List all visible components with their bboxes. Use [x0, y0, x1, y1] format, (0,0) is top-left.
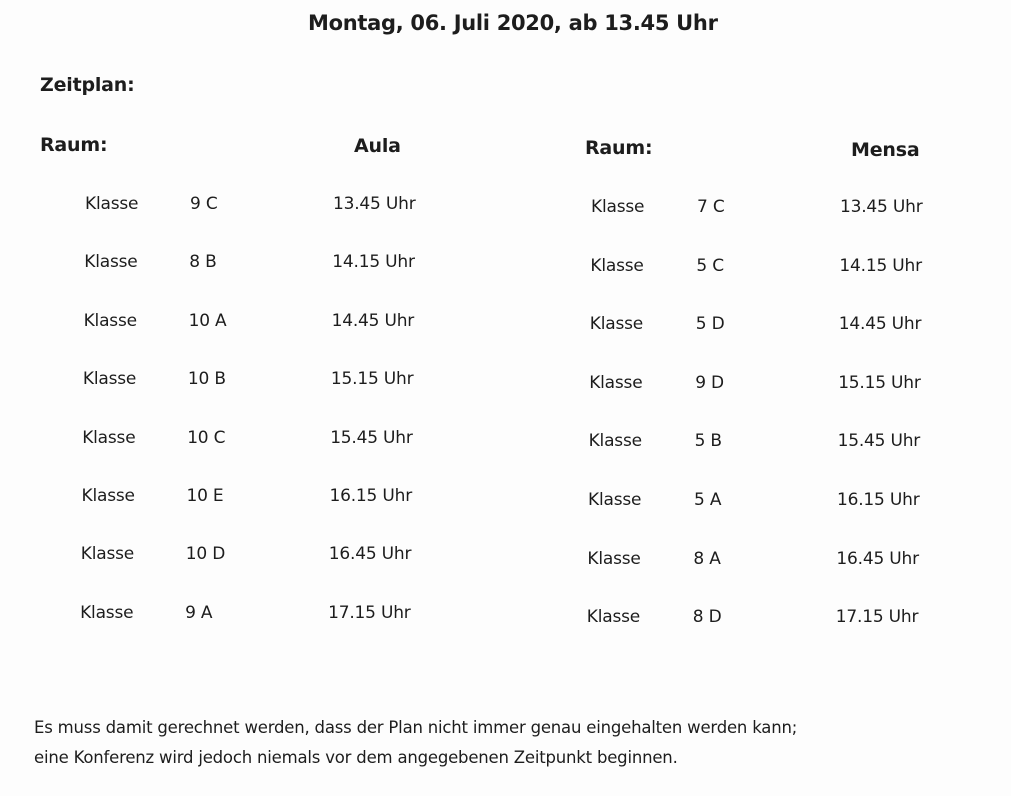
right-class-name: 7 C [697, 197, 725, 217]
schedule-heading: Zeitplan: [40, 74, 135, 96]
right-class-time: 16.45 Uhr [836, 548, 919, 569]
left-class-time: 16.45 Uhr [328, 544, 412, 565]
right-class-label: Klasse [588, 490, 642, 510]
left-class-name: 9 A [185, 602, 213, 623]
left-class-name: 10 C [187, 427, 226, 448]
right-class-label: Klasse [586, 607, 641, 628]
right-class-time: 15.15 Uhr [838, 372, 921, 393]
left-class-name: 10 D [185, 544, 226, 565]
right-class-time: 14.45 Uhr [838, 314, 922, 335]
left-class-time: 13.45 Uhr [333, 194, 416, 214]
right-class-label: Klasse [589, 372, 643, 393]
left-class-time: 14.45 Uhr [331, 310, 415, 331]
left-class-time: 15.15 Uhr [330, 369, 414, 390]
note-line-1: Es muss damit gerechnet werden, dass der Plan nicht immer genau eingehalten werden kann; [34, 718, 798, 737]
left-class-name: 8 B [189, 252, 217, 273]
left-class-time: 17.15 Uhr [328, 602, 411, 623]
left-class-label: Klasse [80, 602, 134, 623]
right-class-label: Klasse [591, 197, 645, 217]
left-class-label: Klasse [82, 369, 137, 390]
right-class-name: 9 D [695, 372, 724, 393]
note-line-2: eine Konferenz wird jedoch niemals vor dem angegebenen Zeitpunkt beginnen. [34, 748, 678, 767]
left-class-name: 10 B [187, 369, 226, 390]
left-class-name: 10 A [188, 310, 227, 331]
right-class-name: 5 D [695, 314, 725, 335]
left-class-label: Klasse [83, 310, 137, 331]
page-title: Montag, 06. Juli 2020, ab 13.45 Uhr [308, 11, 718, 35]
right-class-time: 14.15 Uhr [839, 255, 922, 276]
right-class-time: 17.15 Uhr [835, 607, 919, 628]
room-name-mensa: Mensa [851, 139, 920, 161]
left-class-name: 10 E [186, 486, 224, 506]
left-class-time: 14.15 Uhr [332, 252, 415, 273]
right-class-name: 5 A [694, 490, 722, 510]
left-class-time: 16.15 Uhr [329, 486, 412, 506]
room-name-aula: Aula [354, 135, 401, 157]
right-class-name: 5 B [694, 431, 722, 452]
room-label-right: Raum: [585, 137, 653, 159]
right-class-name: 5 C [696, 255, 724, 276]
right-class-name: 8 D [692, 607, 722, 628]
right-class-time: 16.15 Uhr [837, 490, 920, 510]
right-class-name: 8 A [693, 548, 721, 569]
right-class-label: Klasse [588, 431, 642, 452]
left-class-label: Klasse [80, 544, 135, 565]
right-class-label: Klasse [587, 548, 641, 569]
left-class-label: Klasse [81, 486, 135, 506]
right-class-time: 15.45 Uhr [837, 431, 921, 452]
right-class-time: 13.45 Uhr [840, 197, 923, 217]
right-class-label: Klasse [590, 255, 644, 276]
right-class-label: Klasse [589, 314, 644, 335]
left-class-time: 15.45 Uhr [330, 427, 413, 448]
left-class-label: Klasse [82, 427, 136, 448]
left-class-label: Klasse [85, 194, 139, 214]
left-class-label: Klasse [84, 252, 138, 273]
room-label-left: Raum: [40, 134, 108, 156]
left-class-name: 9 C [190, 194, 218, 214]
